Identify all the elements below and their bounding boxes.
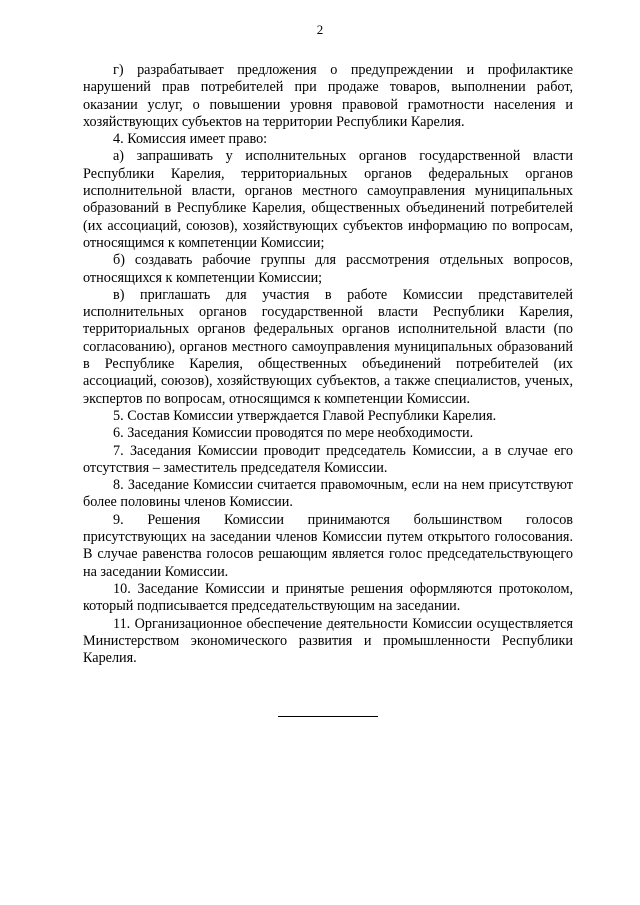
paragraph-item-a: а) запрашивать у исполнительных органов государственной власти Республики Карелия, территориальных органов федеральных органов исполнительной власти, органов местного самоуправления муниципальных образований в Республике Карелия, общественных объединений потребителей (их ассоциаций, союзов), хозяйствующих субъектов информацию по вопросам, относящимся к компетенции Комиссии; [83, 148, 573, 251]
paragraph-item-g: г) разрабатывает предложения о предупреждении и профилактике нарушений прав потребителей при продаже товаров, выполнении работ, оказании услуг, о повышении уровня правовой грамотности населения и хозяйствующих субъектов на территории Республики Карелия. [83, 62, 573, 130]
document-body [83, 62, 573, 667]
paragraph-section-7: 7. Заседания Комиссии проводит председатель Комиссии, а в случае его отсутствия – заместитель председателя Комиссии. [83, 442, 573, 476]
paragraph-section-10: 10. Заседание Комиссии и принятые решения оформляются протоколом, который подписывается председательствующим на заседании. [83, 580, 573, 615]
paragraph-section-8: 8. Заседание Комиссии считается правомочным, если на нем присутствуют более половины членов Комиссии. [83, 477, 573, 511]
paragraph-section-4: 4. Комиссия имеет право: [113, 131, 268, 148]
page-number: 2 [316, 22, 324, 37]
paragraph-section-11: 11. Организационное обеспечение деятельности Комиссии осуществляется Министерством экономического развития и промышленности Республики Карелия. [83, 615, 573, 667]
paragraph-section-5: 5. Состав Комиссии утверждается Главой Республики Карелия. [113, 407, 497, 424]
paragraph-section-6: 6. Заседания Комиссии проводятся по мере необходимости. [113, 425, 474, 442]
paragraph-section-9: 9. Решения Комиссии принимаются большинством голосов присутствующих на заседании членов Комиссии путем открытого голосования. В случае равенства голосов решающим является голос председательствующего на заседании Комиссии. [83, 511, 573, 580]
paragraph-item-b: б) создавать рабочие группы для рассмотрения отдельных вопросов, относящихся к компетенции Комиссии; [83, 252, 573, 286]
closing-divider [278, 716, 378, 717]
paragraph-item-v: в) приглашать для участия в работе Комиссии представителей исполнительных органов государственной власти Республики Карелия, территориальных органов федеральных органов исполнительной власти (по согласованию), органов местного самоуправления муниципальных образований в Республике Карелия, общественных объединений потребителей (их ассоциаций, союзов), хозяйствующих субъектов, а также специалистов, ученых, экспертов по вопросам, относящимся к компетенции Комиссии. [83, 286, 573, 407]
